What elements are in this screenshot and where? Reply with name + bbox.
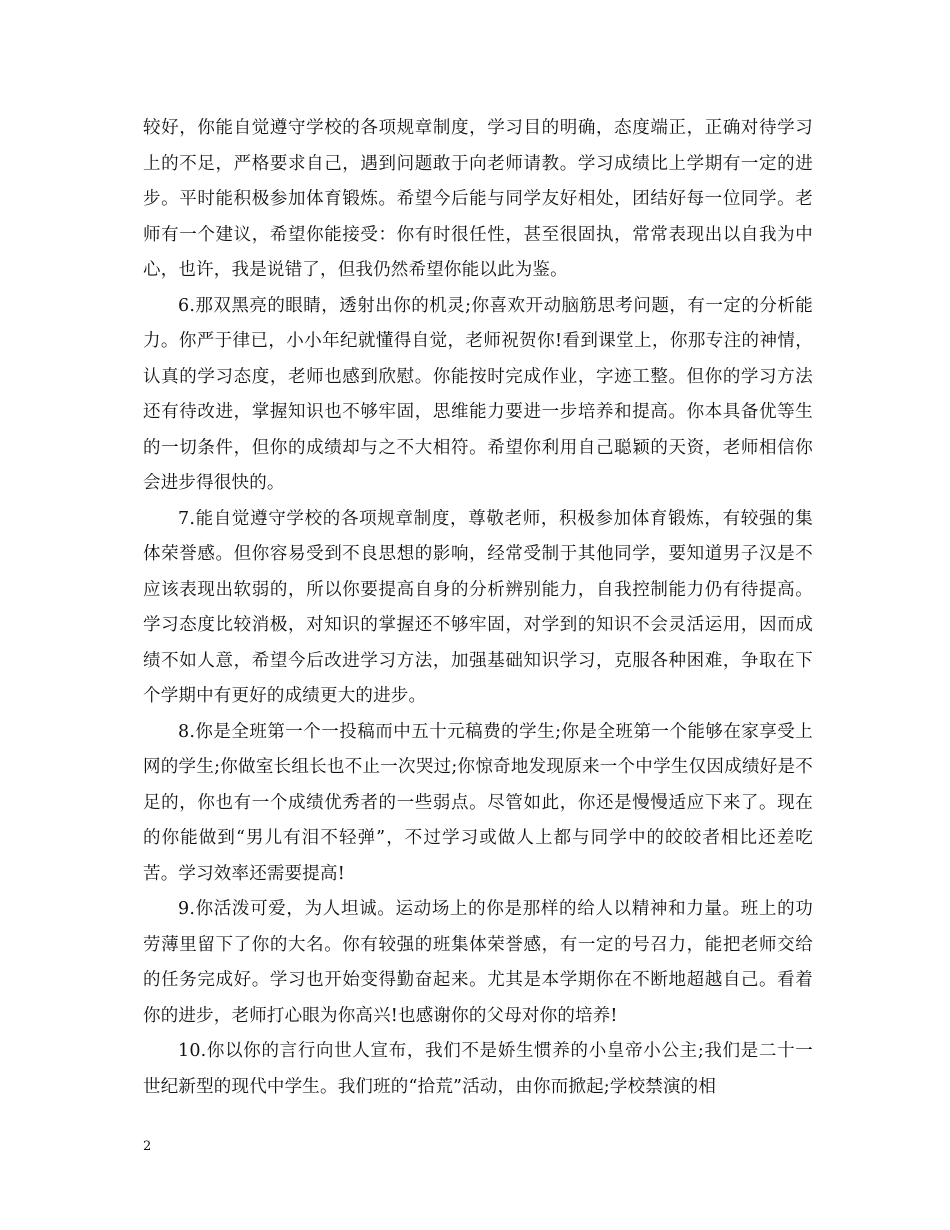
paragraph-item-6: 6.那双黑亮的眼睛，透射出你的机灵;你喜欢开动脑筋思考问题，有一定的分析能力。你严于律已，小小年纪就懂得自觉，老师祝贺你!看到课堂上，你那专注的神情，认真的学习态度，老师也感到欣慰。你能按时完成作业，字迹工整。但你的学习方法还有待改进，掌握知识也不够牢固，思维能力要进一步培养和提高。你本具备优等生的一切条件，但你的成绩却与之不大相符。希望你利用自己聪颖的天资，老师相信你会进步得很快的。 (143, 295, 813, 493)
document-body (143, 111, 813, 1105)
paragraph-continuation: 较好，你能自觉遵守学校的各项规章制度，学习目的明确，态度端正，正确对待学习上的不足，严格要求自己，遇到问题敢于向老师请教。学习成绩比上学期有一定的进步。平时能积极参加体育锻炼。希望今后能与同学友好相处，团结好每一位同学。老师有一个建议，希望你能接受：你有时很任性，甚至很固执，常常表现出以自我为中心，也许，我是说错了，但我仍然希望你能以此为鉴。 (143, 118, 813, 280)
paragraph-item-9: 9.你活泼可爱，为人坦诚。运动场上的你是那样的给人以精神和力量。班上的功劳薄里留下了你的大名。你有较强的班集体荣誉感，有一定的号召力，能把老师交给的任务完成好。学习也开始变得勤奋起来。尤其是本学期你在不断地超越自己。看着你的进步，老师打心眼为你高兴!也感谢你的父母对你的培养! (143, 899, 813, 1026)
page-number: 2 (143, 1139, 152, 1154)
paragraph-item-7: 7.能自觉遵守学校的各项规章制度，尊敬老师，积极参加体育锻炼，有较强的集体荣誉感。但你容易受到不良思想的影响，经常受制于其他同学，要知道男子汉是不应该表现出软弱的，所以你要提高自身的分析辨别能力，自我控制能力仍有待提高。学习态度比较消极，对知识的掌握还不够牢固，对学到的知识不会灵活运用，因而成绩不如人意，希望今后改进学习方法，加强基础知识学习，克服各种困难，争取在下个学期中有更好的成绩更大的进步。 (143, 508, 813, 706)
paragraph-item-8: 8.你是全班第一个一投稿而中五十元稿费的学生;你是全班第一个能够在家享受上网的学生;你做室长组长也不止一次哭过;你惊奇地发现原来一个中学生仅因成绩好是不足的，你也有一个成绩优秀者的一些弱点。尽管如此，你还是慢慢适应下来了。现在的你能做到“男儿有泪不轻弹”，不过学习或做人上都与同学中的皎皎者相比还差吃苦。学习效率还需要提高! (143, 721, 813, 884)
paragraph-item-10: 10.你以你的言行向世人宣布，我们不是娇生惯养的小皇帝小公主;我们是二十一世纪新型的现代中学生。我们班的“拾荒”活动，由你而掀起;学校禁演的相 (143, 1041, 813, 1097)
